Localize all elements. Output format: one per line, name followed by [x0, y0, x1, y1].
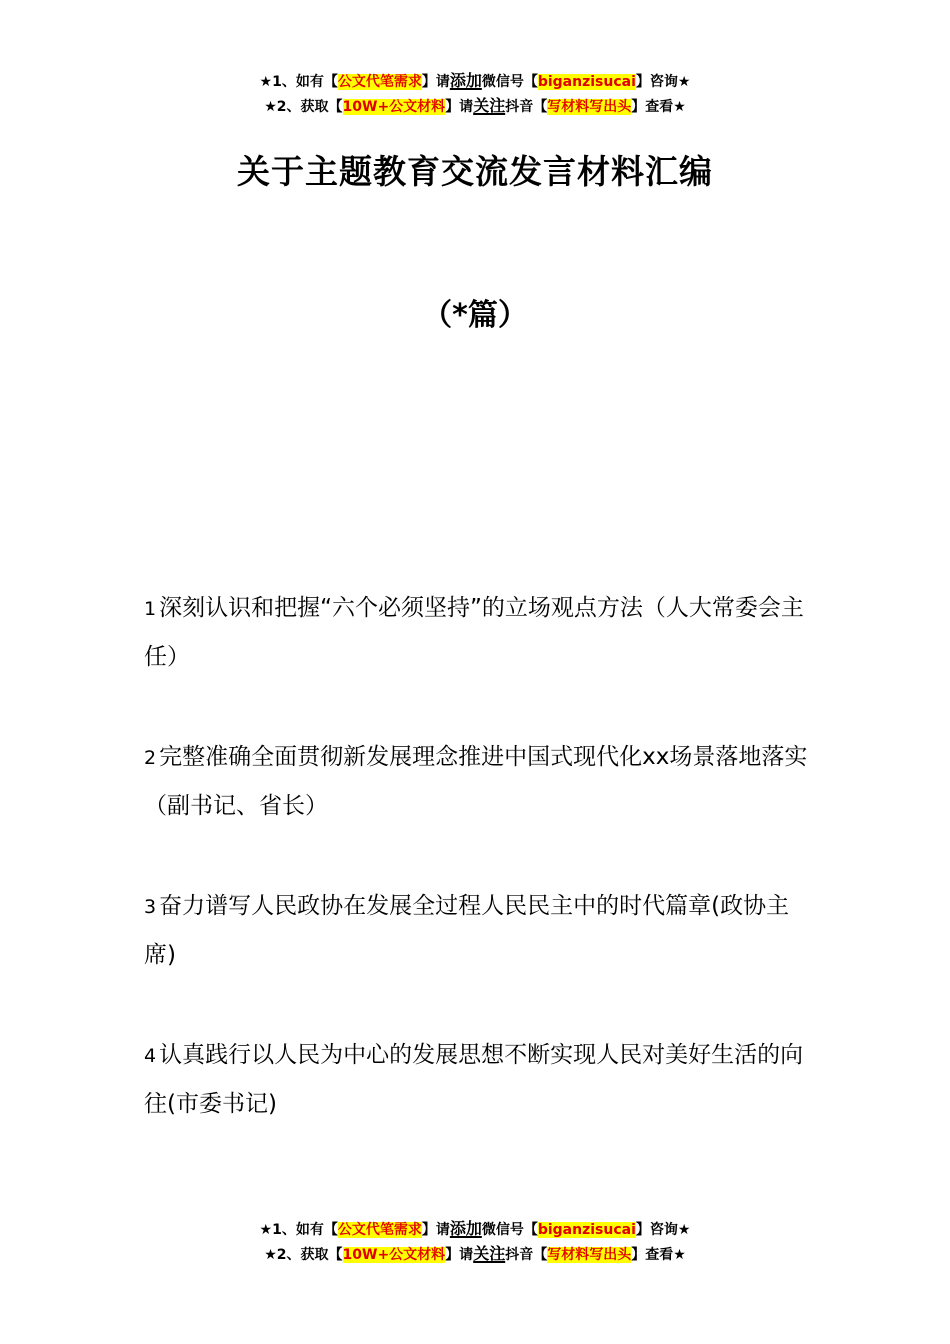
item-text: 完整准确全面贯彻新发展理念推进中国式现代化xx场景落地落实（副书记、省长） — [144, 744, 808, 819]
banner-text: 微信号【 — [481, 74, 538, 90]
banner-highlight: 10W+公文材料 — [342, 99, 446, 115]
list-item — [144, 584, 810, 681]
document-subtitle: （*篇） — [422, 298, 528, 333]
banner-text: 抖音【 — [505, 1247, 548, 1263]
item-number: 4 — [144, 1045, 157, 1067]
banner-highlight: 公文代笔需求 — [337, 1222, 422, 1238]
banner-text: 】查看★ — [631, 99, 686, 115]
banner-text: 】请 — [445, 99, 474, 115]
banner-text: 】请 — [421, 74, 450, 90]
contents-list — [144, 584, 810, 1180]
banner-highlight: 公文代笔需求 — [337, 74, 422, 90]
banner-text: 抖音【 — [505, 99, 548, 115]
banner-text: 】咨询★ — [635, 1222, 691, 1238]
banner-underline: 添加 — [449, 71, 482, 90]
banner-text: ★1、如有【 — [259, 74, 338, 90]
banner-text: 】查看★ — [631, 1247, 686, 1263]
banner-douyin-id: 写材料写出头 — [547, 1247, 632, 1263]
item-text: 奋力谱写人民政协在发展全过程人民民主中的时代篇章(政协主席) — [144, 893, 790, 968]
banner-underline: 关注 — [473, 96, 506, 115]
document-title: 关于主题教育交流发言材料汇编 — [237, 152, 713, 191]
banner-underline: 添加 — [449, 1219, 482, 1238]
item-number: 3 — [144, 896, 157, 918]
banner-text: 】请 — [421, 1222, 450, 1238]
item-number: 2 — [144, 747, 157, 769]
banner-text: 微信号【 — [481, 1222, 538, 1238]
banner-wechat-id: biganzisucai — [537, 1222, 636, 1238]
banner-text: ★2、获取【 — [264, 99, 343, 115]
banner-highlight: 10W+公文材料 — [342, 1247, 446, 1263]
banner-line-2 — [0, 1242, 950, 1267]
item-number: 1 — [144, 598, 157, 620]
banner-line-1 — [0, 69, 950, 94]
banner-line-2 — [0, 94, 950, 119]
banner-line-1 — [0, 1217, 950, 1242]
banner-text: 】请 — [445, 1247, 474, 1263]
footer-banner — [0, 1217, 950, 1267]
banner-text: ★1、如有【 — [259, 1222, 338, 1238]
banner-wechat-id: biganzisucai — [537, 74, 636, 90]
item-text: 深刻认识和把握“六个必须坚持”的立场观点方法（人大常委会主任） — [144, 595, 804, 670]
list-item — [144, 1031, 810, 1128]
banner-text: 】咨询★ — [635, 74, 691, 90]
list-item — [144, 882, 810, 979]
header-banner — [0, 69, 950, 119]
banner-text: ★2、获取【 — [264, 1247, 343, 1263]
banner-douyin-id: 写材料写出头 — [547, 99, 632, 115]
list-item — [144, 733, 810, 830]
banner-underline: 关注 — [473, 1244, 506, 1263]
item-text: 认真践行以人民为中心的发展思想不断实现人民对美好生活的向往(市委书记) — [144, 1042, 804, 1117]
